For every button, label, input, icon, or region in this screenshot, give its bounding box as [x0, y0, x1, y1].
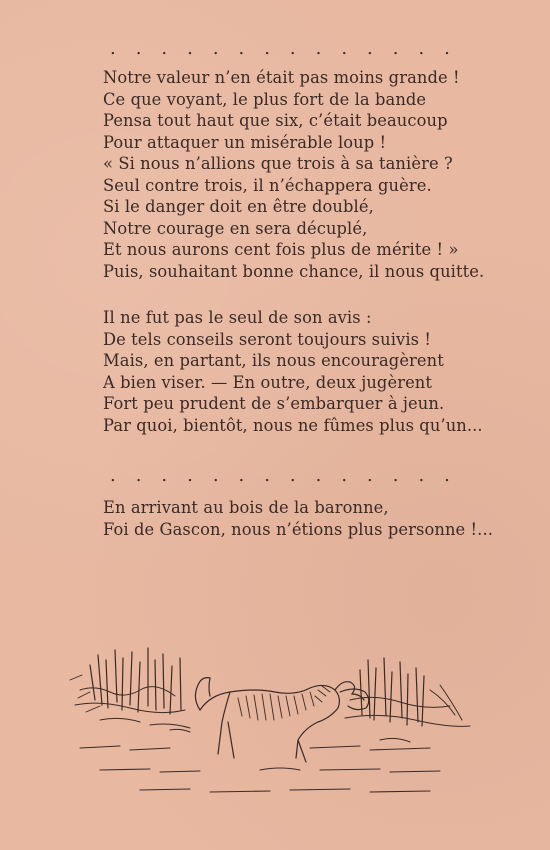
verse-line: Puis, souhaitant bonne chance, il nous quitte.	[103, 261, 485, 281]
verse-line: Par quoi, bientôt, nous ne fûmes plus qu’un...	[103, 415, 483, 435]
dotted-separator-top: . . . . . . . . . . . . . .	[110, 38, 450, 59]
engraving-illustration	[60, 630, 490, 810]
dotted-separator-middle: . . . . . . . . . . . . . .	[110, 465, 450, 486]
verse-line: Seul contre trois, il n’échappera guère.	[103, 175, 432, 195]
verse-line: Notre valeur n’en était pas moins grande !	[103, 68, 460, 87]
animal-figure	[195, 678, 368, 762]
verse-line: Si le danger doit en être doublé,	[103, 197, 374, 216]
verse-line: Il ne fut pas le seul de son avis :	[103, 308, 372, 327]
stanza-1	[103, 67, 484, 282]
verse-line: Mais, en partant, ils nous encouragèrent	[103, 351, 444, 370]
brush-right	[345, 658, 470, 726]
verse-line: De tels conseils seront toujours suivis !	[103, 329, 432, 349]
brush-left	[70, 648, 190, 728]
verse-line: « Si nous n’allions que trois à sa tanière ?	[103, 154, 453, 173]
verse-line: Pensa tout haut que six, c’était beaucoup	[103, 111, 448, 130]
verse-line: Ce que voyant, le plus fort de la bande	[103, 89, 427, 109]
stanza-3	[103, 497, 493, 540]
verse-line: En arrivant au bois de la baronne,	[103, 498, 389, 517]
verse-line: A bien viser. — En outre, deux jugèrent	[103, 372, 433, 392]
verse-line: Et nous aurons cent fois plus de mérite ! »	[103, 240, 459, 259]
verse-line: Fort peu prudent de s’embarquer à jeun.	[103, 394, 445, 413]
stanza-2	[103, 307, 483, 436]
ground-lines	[80, 746, 440, 792]
verse-line: Notre courage en sera décuplé,	[103, 218, 368, 238]
verse-line: Pour attaquer un misérable loup !	[103, 132, 387, 152]
verse-line: Foi de Gascon, nous n’étions plus personne !...	[103, 519, 494, 539]
